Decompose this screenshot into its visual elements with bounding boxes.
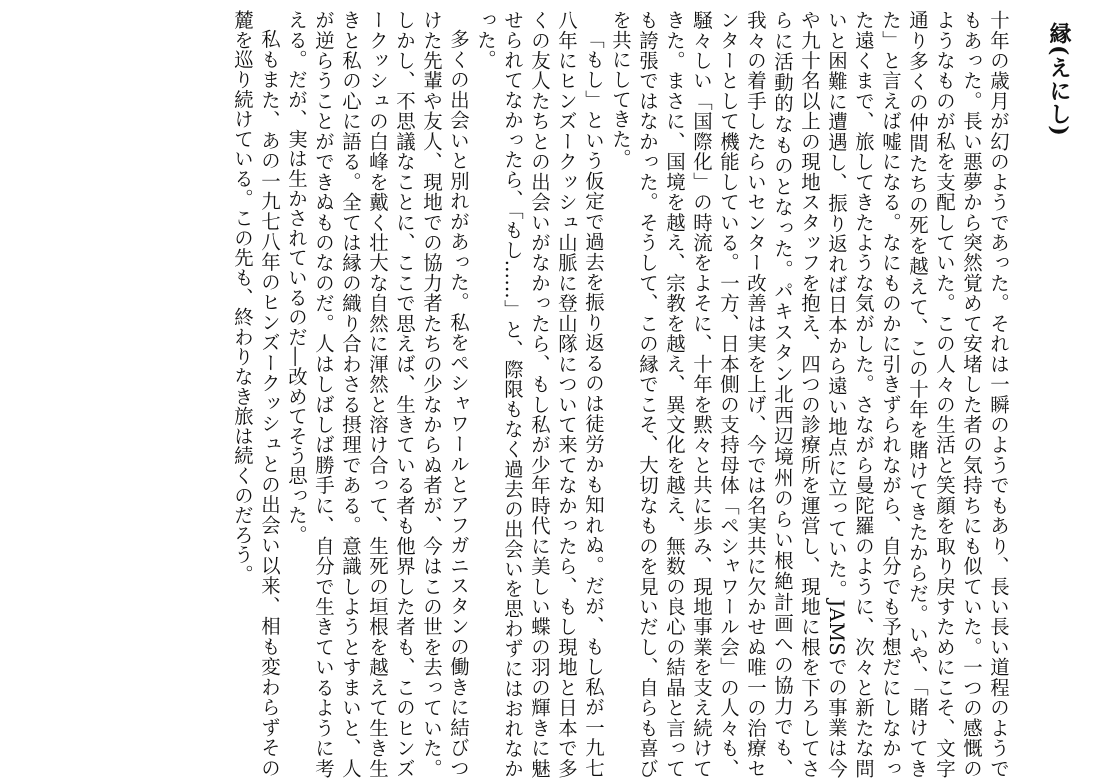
- chapter-title: 縁(えにし): [1046, 22, 1072, 137]
- paragraph-1: 十年の歳月が幻のようであった。それは一瞬のようでもあり、長い長い道程のようでもあった。長い悪夢から突然覚めて安堵した者の気持ちにも似ていた。一つの感慨のようなものが私を支配していた。この人々の生活と笑顔を取り戻すためにこそ、文字通り多くの仲間たちの死を越えて、この十年を賭けてきたからだ。いや、「賭けてきた」と言えば嘘になる。なにものかに引きずられながら、自分でも予想だにしなかった遠くまで、旅してきたような気がした。さながら曼陀羅のように、次々と新たな問いと困難に遭遇し、振り返れば日本から遠い地点に立っていた。JAMSでの事業は今や九十名以上の現地スタッフを抱え、四つの診療所を運営し、現地に根を下ろしてさらに活動的なものとなった。パキスタン北西辺境州のらい根絶計画への協力でも、我々の着手したらいセンター改善は実を上げ、今では名実共に欠かせぬ唯一の治療センターとして機能している。一方、日本側の支持母体「ペシャワール会」の人々も、騒々しい「国際化」の時流をよそに、十年を黙々と共に歩み、現地事業を支え続けてきた。まさに、国境を越え、宗教を越え、異文化を越え、無数の良心の結晶と言っても誇張ではなかった。そうして、この縁でこそ、大切なものを見いだし、自らも喜びを共にしてきた。: [609, 10, 1010, 778]
- paragraph-2: 「もし」という仮定で過去を振り返るのは徒労かも知れぬ。だが、もし私が一九七八年にヒンズークッシュ山脈に登山隊について来てなかったら、もし現地と日本で多くの友人たちとの出会いがなかったら、もし私が少年時代に美しい蝶の羽の輝きに魅せられてなかったら、「もし……」と、際限もなく過去の出会いを思わずにはおれなかった。: [474, 10, 605, 778]
- paragraph-4: 私もまた、あの一九七八年のヒンズークッシュとの出会い以来、相も変わらずその麓を巡り続けている。この先も、終わりなき旅は続くのだろう。: [231, 10, 281, 778]
- body-text: [12, 10, 1012, 778]
- paragraph-3: 多くの出会いと別れがあった。私をペシャワールとアフガニスタンの働きに結びつけた先輩や友人、現地での協力者たちの少なからぬ者が、今はこの世を去っていた。しかし、不思議なことに、ここで思えば、生きている者も他界した者も、このヒンズークッシュの白峰を戴く壮大な自然に渾然と溶け合って、生死の垣根を越えて生き生きと私の心に語る。全ては縁の織り合わさる摂理である。意識しようとすまいと、人が逆らうことができぬものなのだ。人はしばしば勝手に、自分で生きているように考える。だが、実は生かされているのだ―改めてそう思った。: [285, 10, 470, 778]
